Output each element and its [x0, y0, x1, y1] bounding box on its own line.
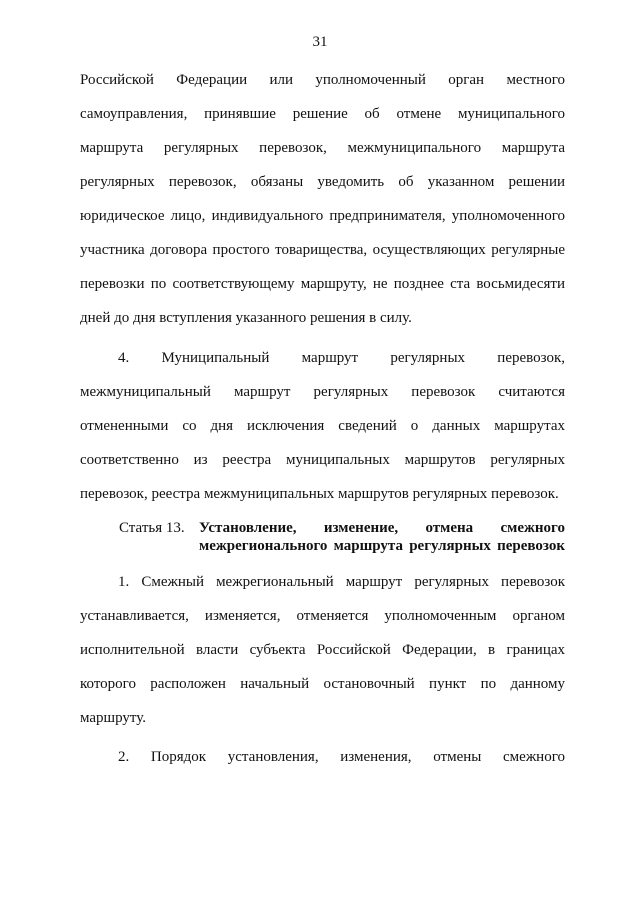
text-line: 1. Смежный межрегиональный маршрут регулярных перевозок [118, 574, 565, 590]
text-line: исполнительной власти субъекта Российской Федерации, в границах [80, 642, 565, 658]
text-line: самоуправления, принявшие решение об отмене муниципального [80, 106, 565, 122]
text-line: устанавливается, изменяется, отменяется уполномоченным органом [80, 608, 565, 624]
text-line: 4. Муниципальный маршрут регулярных перевозок, [118, 350, 565, 366]
text-line: которого расположен начальный остановочный пункт по данному [80, 676, 565, 692]
text-line: регулярных перевозок, обязаны уведомить об указанном решении [80, 174, 565, 190]
article-title-line: Установление, изменение, отмена смежного [199, 520, 565, 536]
paragraph-item-1 [80, 565, 565, 735]
text-line: Российской Федерации или уполномоченный орган местного [80, 72, 565, 88]
text-line: 2. Порядок установления, изменения, отмены смежного [118, 749, 565, 765]
text-line: межмуниципальный маршрут регулярных перевозок считаются [80, 384, 565, 400]
text-line: отмененными со дня исключения сведений о данных маршрутах [80, 418, 565, 434]
paragraph-item-4 [80, 341, 565, 511]
text-line: перевозок, реестра межмуниципальных маршрутов регулярных перевозок. [80, 486, 559, 502]
text-line: маршруту. [80, 710, 147, 726]
text-line: участника договора простого товарищества, осуществляющих регулярные [80, 242, 565, 258]
text-line: соответственно из реестра муниципальных маршрутов регулярных [80, 452, 565, 468]
paragraph-continuation [80, 63, 565, 335]
page-number: 31 [312, 34, 328, 50]
text-line: маршрута регулярных перевозок, межмуниципального маршрута [80, 140, 565, 156]
article-label: Статья 13. [119, 520, 185, 536]
text-line: юридическое лицо, индивидуального предпринимателя, уполномоченного [80, 208, 565, 224]
article-title-line: межрегионального маршрута регулярных перевозок [199, 538, 565, 554]
text-line: перевозки по соответствующему маршруту, не позднее ста восьмидесяти [80, 276, 565, 292]
paragraph-item-2 [80, 740, 565, 774]
text-line: дней до дня вступления указанного решения в силу. [80, 310, 412, 326]
article-title [199, 519, 565, 555]
